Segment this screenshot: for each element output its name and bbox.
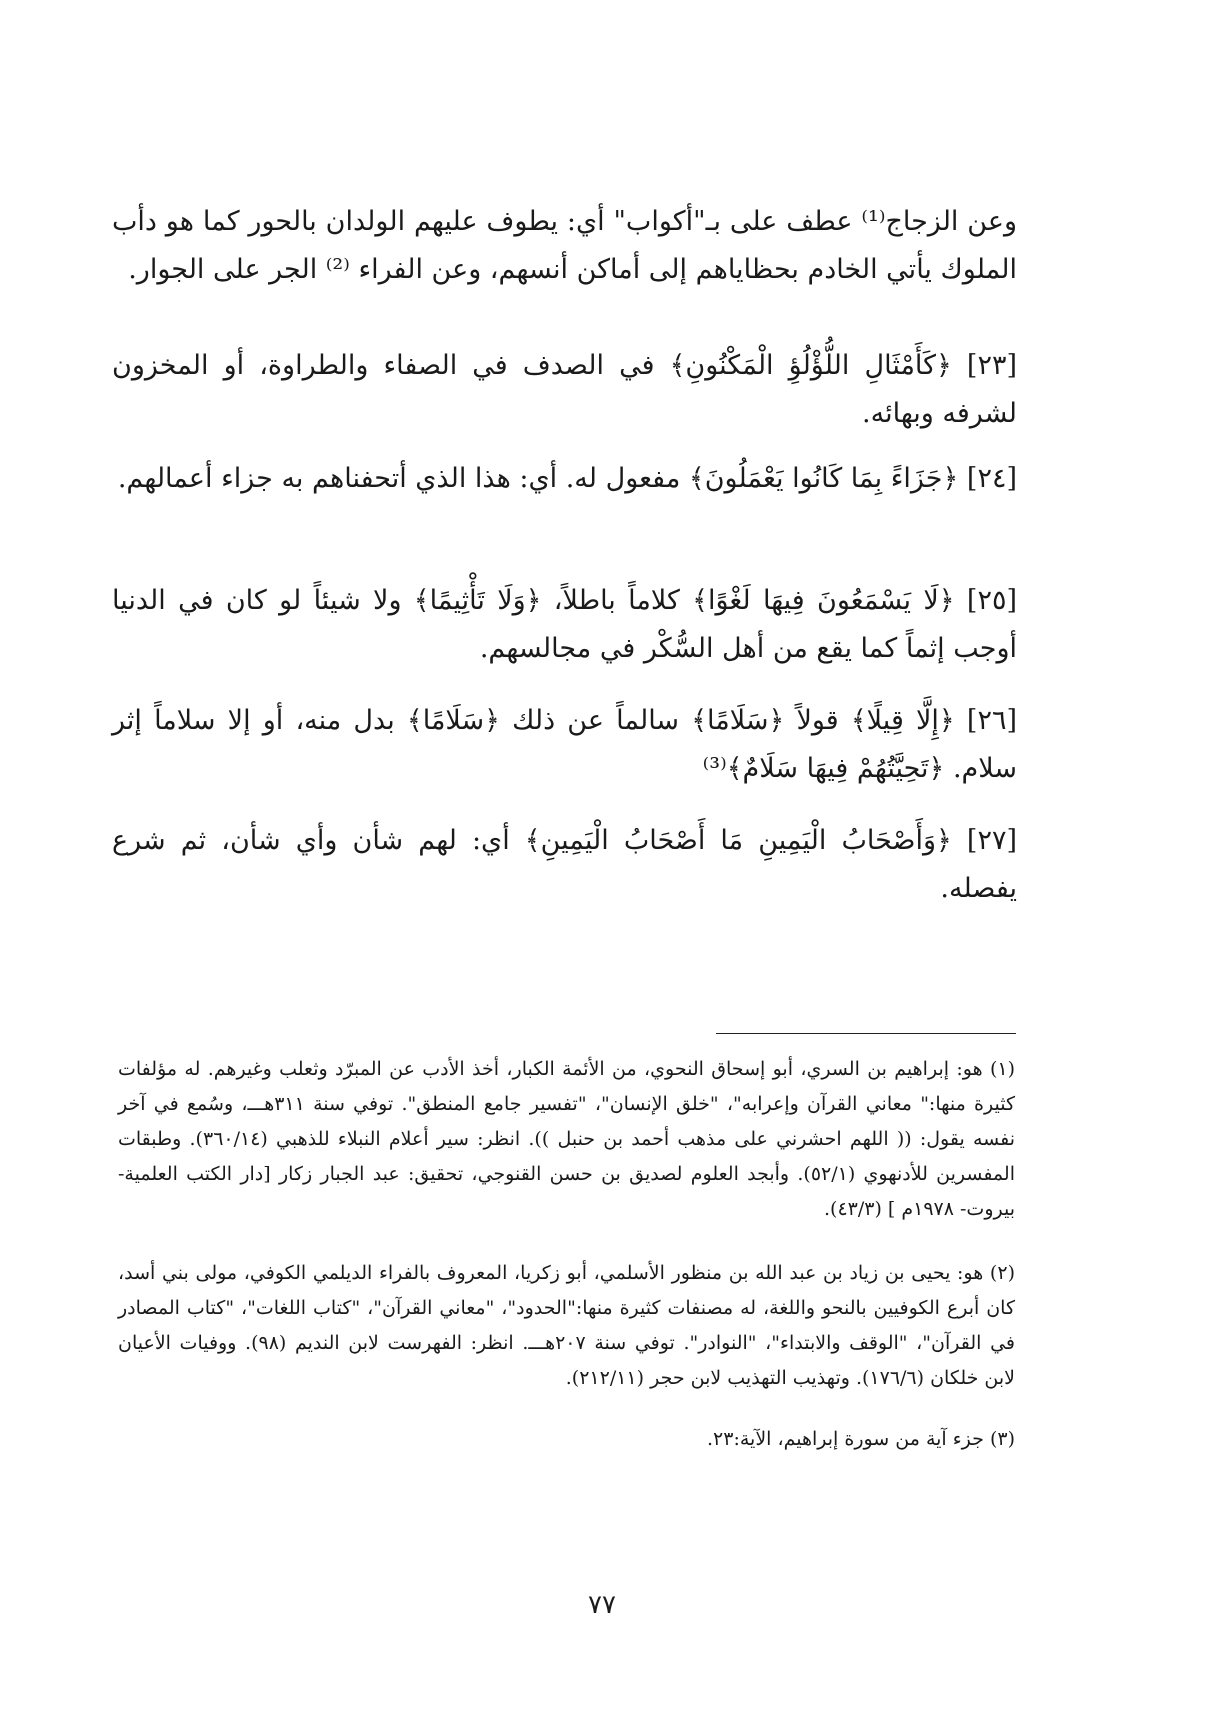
footnote-3: (٣) جزء آية من سورة إبراهيم، الآية:٢٣. — [706, 1428, 1015, 1450]
footnote-2: (٢) هو: يحيى بن زياد بن عبد الله بن منظور الأسلمي، أبو زكريا، المعروف بالفراء الديلمي الكوفي، مولى بني أسد، كان أبرع الكوفيين بالنحو واللغة، له مصنفات كثيرة منها:"الحدود"، "معاني القرآن"، "كتاب اللغات"، "كتاب المصادر في القرآن"، "الوقف والابتداء"، "النوادر". توفي سنة ٢٠٧هـــ. انظر: الفهرست لابن النديم (٩٨). ووفيات الأعيان لابن خلكان (١٧٦/٦). وتهذيب التهذيب لابن حجر (٢١٢/١١). — [118, 1262, 1015, 1389]
page-number: ٧٧ — [588, 1590, 616, 1620]
footnote-1: (١) هو: إبراهيم بن السري، أبو إسحاق النحوي، من الأئمة الكبار، أخذ الأدب عن المبرّد وثعلب وغيرهم. له مؤلفات كثيرة منها:" معاني القرآن وإعرابه"، "خلق الإنسان"، "تفسير جامع المنطق". توفي سنة ٣١١هـــ، وسُمع في آخر نفسه يقول: (( اللهم احشرني على مذهب أحمد بن حنبل )). انظر: سير أعلام النبلاء للذهبي (٣٦٠/١٤). وطبقات المفسرين للأدنهوي (٥٢/١). وأبجد العلوم لصديق بن حسن القنوجي، تحقيق: عبد الجبار زكار [دار الكتب العلمية- بيروت- ١٩٧٨م ] (٤٣/٣). — [118, 1058, 1016, 1220]
paragraph-verse-26: [٢٦] ﴿إِلَّا قِيلًا﴾ قولاً ﴿سَلَامًا﴾ سالماً عن ذلك ﴿سَلَامًا﴾ بدل منه، أو إلا سلاماً إثر سلام. ﴿تَحِيَّتُهُمْ فِيهَا سَلَامٌ﴾⁽³⁾ — [112, 705, 1017, 784]
paragraph-verse-25: [٢٥] ﴿لَا يَسْمَعُونَ فِيهَا لَغْوًا﴾ كلاماً باطلاً، ﴿وَلَا تَأْثِيمًا﴾ ولا شيئاً لو كان في الدنيا أوجب إثماً كما يقع من أهل السُّكْر في مجالسهم. — [112, 585, 1017, 664]
paragraph-verse-27: [٢٧] ﴿وَأَصْحَابُ الْيَمِينِ مَا أَصْحَابُ الْيَمِينِ﴾ أي: لهم شأن وأي شأن، ثم شرع يفصله. — [112, 825, 1017, 904]
paragraph-verse-24: [٢٤] ﴿جَزَاءً بِمَا كَانُوا يَعْمَلُونَ﴾ مفعول له. أي: هذا الذي أتحفناهم به جزاء أعمالهم. — [117, 463, 1017, 494]
footnote-separator — [716, 1033, 1016, 1034]
paragraph-zajjaj: وعن الزجاج⁽¹⁾ عطف على بـ"أكواب" أي: يطوف عليهم الولدان بالحور كما هو دأب الملوك يأتي الخادم بحظاياهم إلى أماكن أنسهم، وعن الفراء ⁽²⁾ الجر على الجوار. — [112, 206, 1018, 285]
paragraph-verse-23: [٢٣] ﴿كَأَمْثَالِ اللُّؤْلُؤِ الْمَكْنُونِ﴾ في الصدف في الصفاء والطراوة، أو المخزون لشرفه وبهائه. — [112, 350, 1017, 429]
